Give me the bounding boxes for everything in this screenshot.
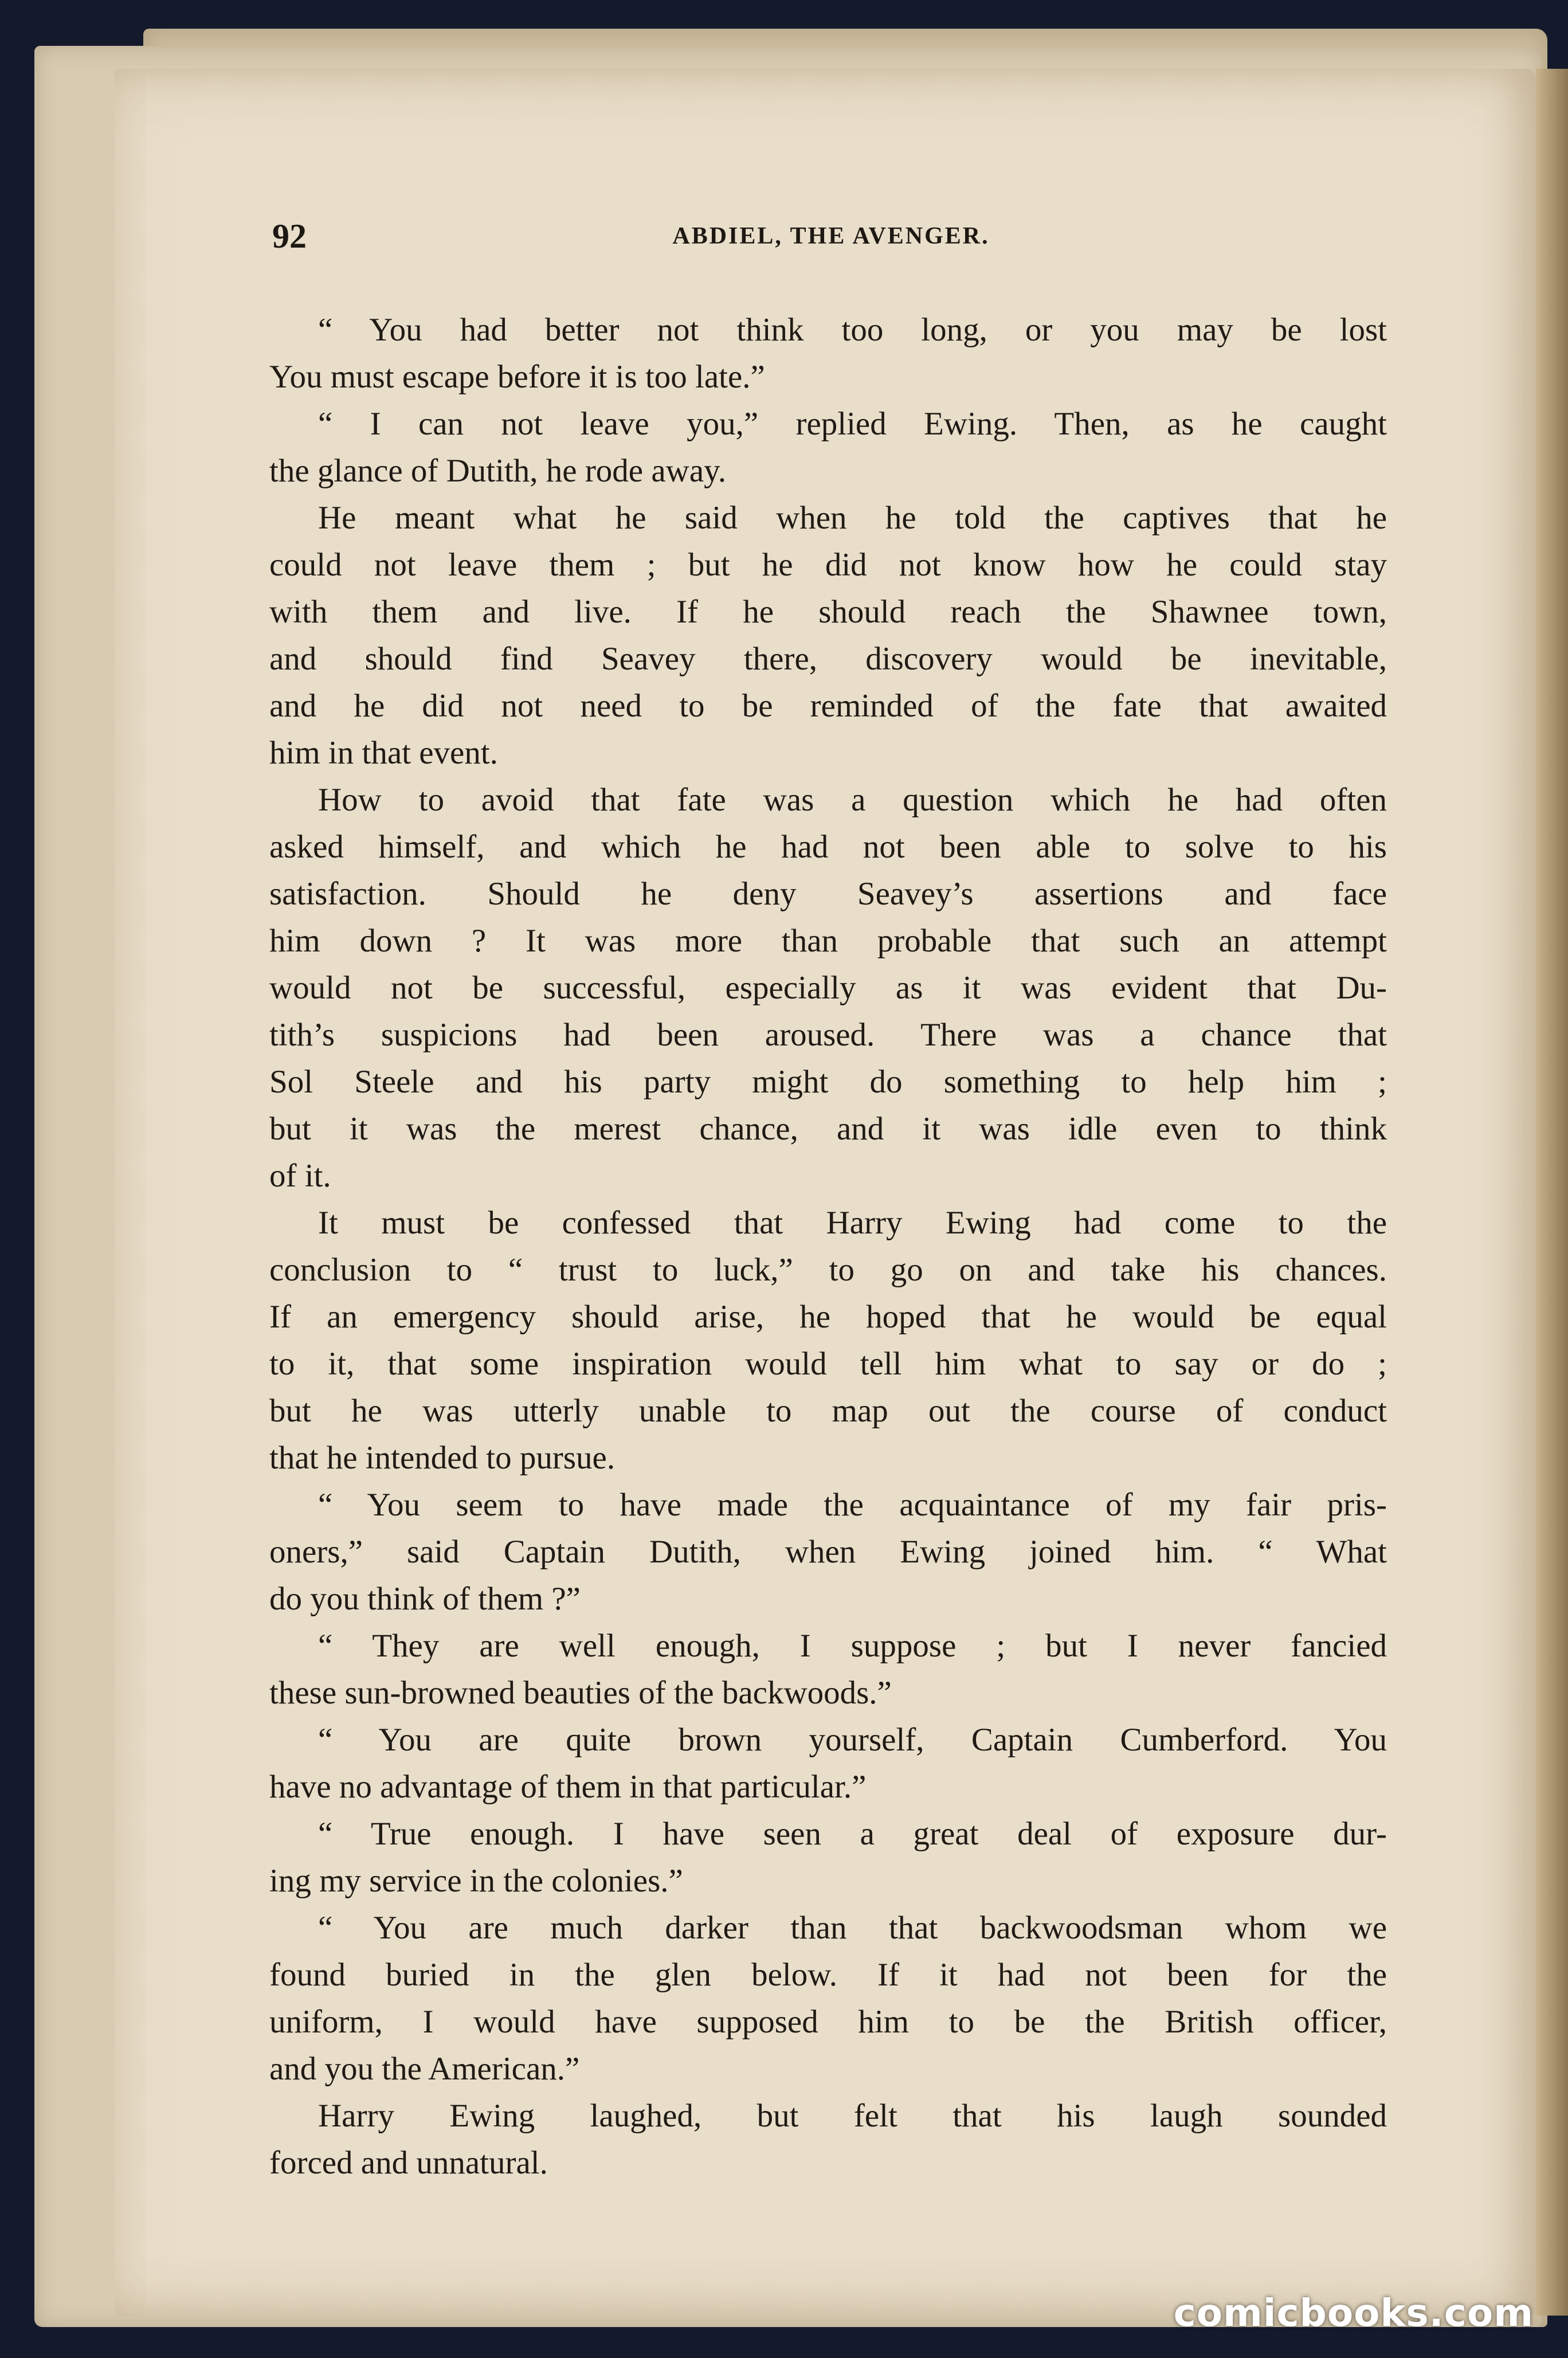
watermark-logo: comicbooks.com bbox=[1173, 2291, 1534, 2335]
text-line: of it. bbox=[269, 1158, 331, 1194]
page-header bbox=[272, 217, 1390, 257]
text-line: You must escape before it is too late.” bbox=[269, 359, 765, 395]
text-line: tith’s suspicions had been aroused. There was a chance that bbox=[269, 1017, 1387, 1053]
text-line: “ They are well enough, I suppose ; but I never fancied bbox=[318, 1628, 1387, 1664]
text-line: It must be confessed that Harry Ewing had come to the bbox=[318, 1205, 1387, 1241]
text-line: “ True enough. I have seen a great deal of exposure dur- bbox=[318, 1816, 1387, 1852]
text-line: “ You are much darker than that backwoodsman whom we bbox=[318, 1910, 1387, 1946]
text-line: asked himself, and which he had not been able to solve to his bbox=[269, 829, 1387, 865]
text-line: with them and live. If he should reach the Shawnee town, bbox=[269, 594, 1387, 630]
text-line: him down ? It was more than probable that such an attempt bbox=[269, 923, 1387, 959]
text-line: conclusion to “ trust to luck,” to go on and take his chances. bbox=[269, 1252, 1387, 1288]
text-line: “ I can not leave you,” replied Ewing. Then, as he caught bbox=[318, 406, 1387, 442]
text-line: How to avoid that fate was a question which he had often bbox=[318, 782, 1387, 818]
text-line: “ You had better not think too long, or you may be lost bbox=[318, 312, 1387, 348]
text-line: that he intended to pursue. bbox=[269, 1440, 616, 1476]
text-line: Sol Steele and his party might do something to help him ; bbox=[269, 1064, 1387, 1100]
text-line: the glance of Dutith, he rode away. bbox=[269, 453, 727, 489]
text-line: He meant what he said when he told the captives that he bbox=[318, 500, 1387, 536]
text-line: but it was the merest chance, and it was idle even to think bbox=[269, 1111, 1387, 1147]
text-line: “ You seem to have made the acquaintance of my fair pris- bbox=[318, 1487, 1387, 1523]
text-line: could not leave them ; but he did not know how he could stay bbox=[269, 547, 1387, 583]
text-line: to it, that some inspiration would tell him what to say or do ; bbox=[269, 1346, 1387, 1382]
text-line: If an emergency should arise, he hoped that he would be equal bbox=[269, 1299, 1387, 1335]
text-line: and he did not need to be reminded of the fate that awaited bbox=[269, 688, 1387, 724]
text-line: oners,” said Captain Dutith, when Ewing joined him. “ What bbox=[269, 1534, 1387, 1570]
text-line: and should find Seavey there, discovery would be inevitable, bbox=[269, 641, 1387, 677]
text-line: found buried in the glen below. If it had not been for the bbox=[269, 1957, 1387, 1993]
text-line: have no advantage of them in that particular.” bbox=[269, 1769, 867, 1805]
text-line: would not be successful, especially as it was evident that Du- bbox=[269, 970, 1387, 1006]
text-line: but he was utterly unable to map out the course of conduct bbox=[269, 1393, 1387, 1429]
right-page-edge bbox=[1536, 69, 1568, 2316]
text-line: forced and unnatural. bbox=[269, 2145, 548, 2181]
text-line: and you the American.” bbox=[269, 2051, 580, 2087]
text-line: these sun-browned beauties of the backwoods.” bbox=[269, 1675, 892, 1711]
running-title: ABDIEL, THE AVENGER. bbox=[672, 223, 990, 249]
text-line: ing my service in the colonies.” bbox=[269, 1863, 683, 1899]
text-line: uniform, I would have supposed him to be the British officer, bbox=[269, 2004, 1387, 2040]
text-line: him in that event. bbox=[269, 735, 498, 771]
text-line: “ You are quite brown yourself, Captain Cumberford. You bbox=[318, 1722, 1387, 1758]
text-line: do you think of them ?” bbox=[269, 1581, 581, 1617]
text-line: satisfaction. Should he deny Seavey’s assertions and face bbox=[269, 876, 1387, 912]
body-text bbox=[269, 307, 1387, 2187]
page-number: 92 bbox=[272, 217, 307, 255]
text-line: Harry Ewing laughed, but felt that his laugh sounded bbox=[318, 2098, 1387, 2134]
